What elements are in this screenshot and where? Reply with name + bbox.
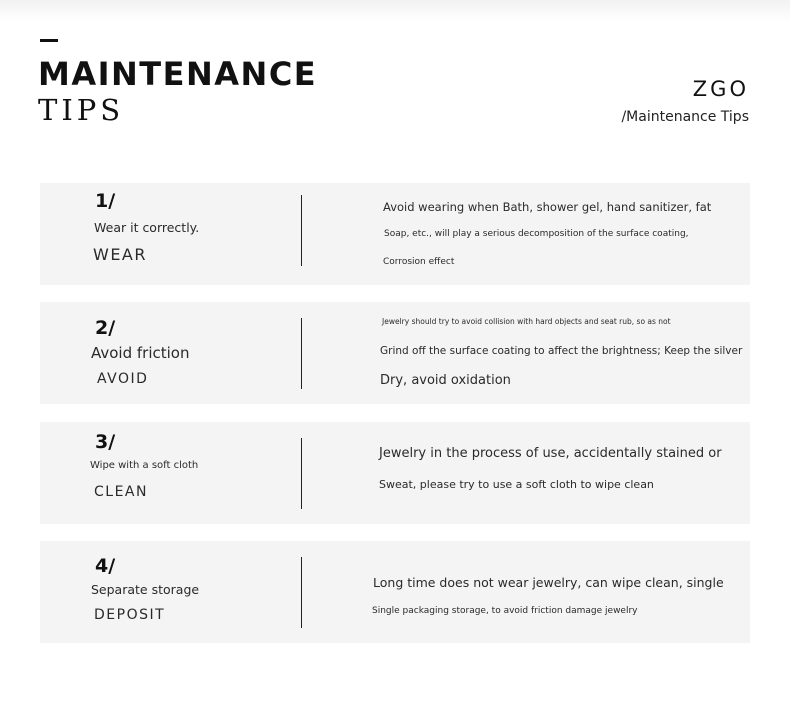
tip-number: 2/ [95, 317, 116, 339]
brand-subtitle: /Maintenance Tips [621, 109, 749, 125]
tip-text-line: Sweat, please try to use a soft cloth to wipe clean [379, 478, 654, 491]
page-title: MAINTENANCE [38, 55, 318, 93]
tip-description: Wear it correctly. [94, 220, 200, 235]
tip-card-avoid [40, 302, 750, 404]
tip-text-line: Avoid wearing when Bath, shower gel, hand sanitizer, fat [383, 200, 712, 214]
tip-text-line: Jewelry in the process of use, accidentally stained or [379, 446, 722, 461]
tip-keyword: AVOID [97, 371, 149, 387]
tip-description: Separate storage [91, 582, 200, 597]
tip-text-line: Long time does not wear jewelry, can wipe clean, single [373, 575, 724, 590]
divider [301, 557, 302, 628]
tip-card-clean [40, 422, 750, 524]
tip-card-wear [40, 183, 750, 285]
divider [301, 438, 302, 509]
tip-number: 1/ [95, 190, 116, 212]
tip-keyword: WEAR [93, 245, 147, 264]
tip-number: 3/ [95, 431, 116, 453]
tip-number: 4/ [95, 555, 116, 577]
tip-text-line: Corrosion effect [383, 257, 455, 267]
tip-description: Avoid friction [91, 344, 190, 362]
tip-text-line: Jewelry should try to avoid collision with hard objects and seat rub, so as not [382, 317, 671, 326]
tip-text-line: Single packaging storage, to avoid friction damage jewelry [372, 606, 638, 616]
brand-logo: ZGO [692, 77, 749, 101]
page-subtitle: TIPS [38, 93, 125, 127]
tip-keyword: CLEAN [94, 484, 148, 500]
tip-keyword: DEPOSIT [94, 607, 166, 623]
divider [301, 318, 302, 389]
tip-text-line: Grind off the surface coating to affect the brightness; Keep the silver [380, 345, 743, 357]
tip-card-deposit [40, 541, 750, 643]
tip-text-line: Dry, avoid oxidation [380, 373, 511, 388]
divider [301, 195, 302, 266]
top-shadow [0, 0, 790, 22]
tip-description: Wipe with a soft cloth [90, 460, 199, 471]
accent-dash [40, 39, 58, 42]
tip-text-line: Soap, etc., will play a serious decomposition of the surface coating, [384, 229, 689, 239]
